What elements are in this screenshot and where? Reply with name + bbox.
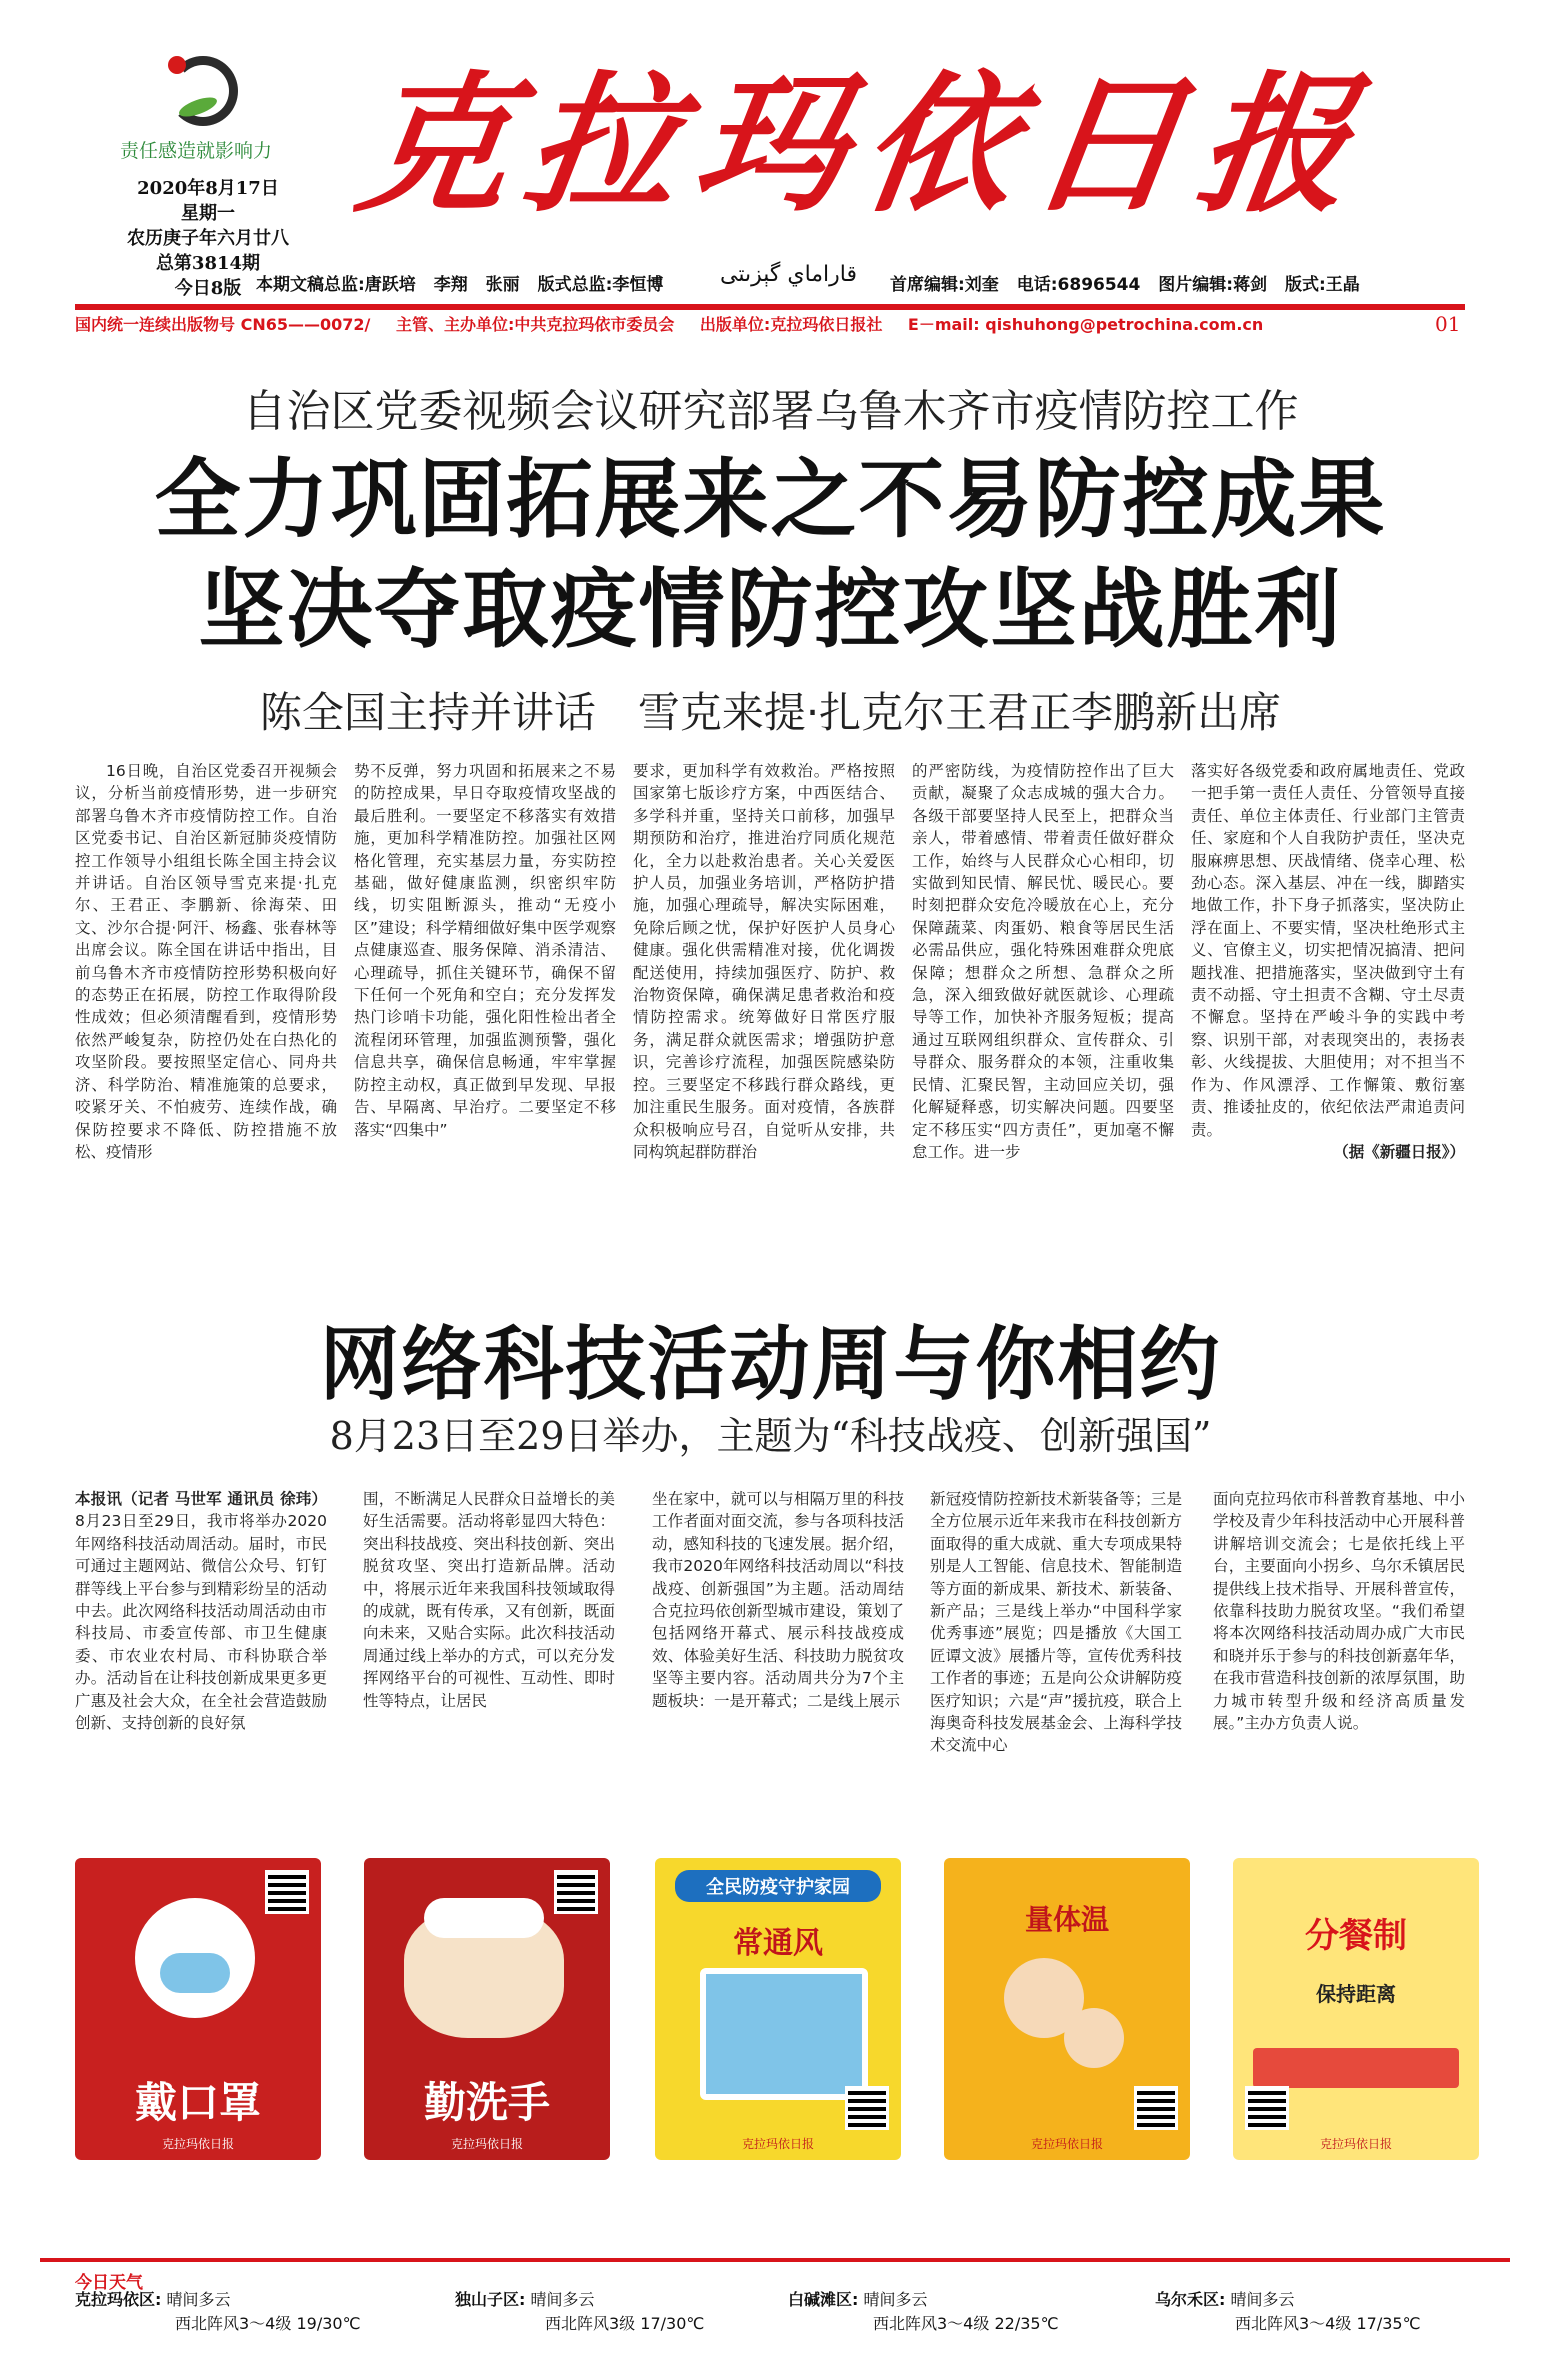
article1-headline-1: 全力巩固拓展来之不易防控成果 bbox=[154, 450, 1387, 550]
weather-sky: 晴间多云 bbox=[1230, 2290, 1295, 2309]
qr-code-icon bbox=[554, 1870, 598, 1914]
soap-bubbles-icon bbox=[424, 1898, 544, 1938]
issue-number: 总第3814期 bbox=[155, 253, 261, 274]
weather-wind: 西北阵风3～4级 bbox=[1235, 2314, 1352, 2333]
sponsor: 主管、主办单位:中共克拉玛依市委员会 bbox=[395, 315, 675, 334]
poster-title: 分餐制 bbox=[1305, 1916, 1407, 1956]
editor-3: 张丽 bbox=[485, 275, 520, 295]
weather-item-dushanzi bbox=[455, 2288, 704, 2336]
poster-note: 克拉玛依日报 bbox=[161, 2137, 234, 2151]
email: E－mail: qishuhong@petrochina.com.cn bbox=[907, 315, 1264, 334]
article1-column-5: 落实好各级党委和政府属地责任、党政一把手第一责任人责任、分管领导直接责任、单位主体责任、行业部门主管责任、家庭和个人自我防护责任，坚决克服麻痹思想、厌战情绪、侥幸心理、松劲心态。深入基层、冲在一线，脚踏实地做工作，扑下身子抓落实，坚决防止浮在面上、不要实情，坚决杜绝形式主义、官僚主义，切实把情况搞清、把问题找准、把措施落实，坚决做到守土有责不动摇、守土担责不含糊、守土尽责不懈怠。坚持在严峻斗争的实践中考察、识别干部，对表现突出的，表扬表彰、火线提拔、大胆使用；对不担当不作为、作风漂浮、工作懈策、敷衍塞责、推诿扯皮的，依纪依法严肃追责问责。 （据《新疆日报》） bbox=[1191, 760, 1465, 1163]
poster-temperature bbox=[944, 1858, 1190, 2160]
slogan: 责任感造就影响力 bbox=[120, 140, 273, 162]
weather-temp: 19/30℃ bbox=[296, 2314, 361, 2333]
lunar-date: 农历庚子年六月廿八 bbox=[127, 228, 289, 249]
weather-area: 白碱滩区: bbox=[788, 2290, 859, 2309]
masthead-divider bbox=[75, 304, 1465, 310]
weather-wind: 西北阵风3～4级 bbox=[873, 2314, 990, 2333]
article1-kicker: 自治区党委视频会议研究部署乌鲁木齐市疫情防控工作 bbox=[242, 386, 1299, 437]
weather-item-karamay bbox=[75, 2288, 361, 2336]
qr-code-icon bbox=[1245, 2086, 1289, 2130]
weather-divider bbox=[40, 2258, 1510, 2262]
weather-temp: 17/30℃ bbox=[640, 2314, 705, 2333]
photo-editor: 图片编辑:蒋剑 bbox=[1158, 275, 1268, 295]
poster-title: 戴口罩 bbox=[134, 2078, 261, 2127]
window-icon bbox=[700, 1968, 868, 2100]
article2-subhead: 8月23日至29日举办，主题为“科技战疫、创新强国” bbox=[329, 1414, 1212, 1458]
poster-title: 量体温 bbox=[1024, 1903, 1109, 1936]
qr-code-icon bbox=[265, 1870, 309, 1914]
poster-handwash bbox=[364, 1858, 610, 2160]
child-figure-icon bbox=[1064, 2008, 1124, 2068]
article1-column-1: 16日晚，自治区党委召开视频会议，分析当前疫情形势，进一步研究部署乌鲁木齐市疫情防控工作。自治区党委书记、自治区新冠肺炎疫情防控工作领导小组组长陈全国主持会议并讲话。自治区领导雪克来提·扎克尔、王君正、李鹏新、徐海荣、田文、沙尔合提·阿汗、杨鑫、张春林等出席会议。陈全国在讲话中指出，目前乌鲁木齐市疫情防控形势积极向好的态势正在拓展，防控工作取得阶段性成效；但必须清醒看到，疫情形势依然严峻复杂，防控仍处在白热化的攻坚阶段。要按照坚定信心、同舟共济、科学防治、精准施策的总要求，咬紧牙关、不怕疲劳、连续作战，确保防控要求不降低、防控措施不放松、疫情形 bbox=[75, 762, 337, 1161]
publisher: 出版单位:克拉玛依日报社 bbox=[699, 315, 883, 334]
logo-dot-icon bbox=[168, 56, 186, 74]
article1-column-4: 的严密防线，为疫情防控作出了巨大贡献，凝聚了众志成城的强大合力。各级干部要坚持人民至上，把群众当亲人，带着感情、带着责任做好群众工作，始终与人民群众心心相印，切实做到知民情、解民忧、暖民心。要时刻把群众安危冷暖放在心上，充分保障蔬菜、肉蛋奶、粮食等居民生活必需品供应，强化特殊困难群众兜底保障；想群众之所想、急群众之所急，深入细致做好就医就诊、心理疏导等工作，加快补齐服务短板；提高通过互联网组织群众、宣传群众、引导群众、服务群众的本领，注重收集民情、汇聚民智，主动回应关切，强化解疑释惑，切实解决问题。四要坚定不移压实“四方责任”，更加毫不懈怠工作。进一步 bbox=[912, 762, 1174, 1161]
chief-editor: 首席编辑:刘奎 bbox=[890, 275, 999, 295]
newspaper-title: 克拉玛依日报 bbox=[347, 57, 1381, 233]
weather-sky: 晴间多云 bbox=[166, 2290, 231, 2309]
article2-column-5: 面向克拉玛依市科普教育基地、中小学校及青少年科技活动中心开展科普讲解培训交流会；七是依托线上平台，主要面向小拐乡、乌尔禾镇居民提供线上技术指导、开展科普宣传，依靠科技助力脱贫攻坚。“我们希望将本次网络科技活动周办成广大市民和晓并乐于参与的科技创新嘉年华，在我市营造科技创新的浓厚氛围，助力城市转型升级和经济高质量发展。”主办方负责人说。 bbox=[1213, 1490, 1465, 1733]
weather-sky: 晴间多云 bbox=[863, 2290, 928, 2309]
poster-note: 克拉玛依日报 bbox=[450, 2137, 523, 2151]
article1-column-3: 要求，更加科学有效救治。严格按照国家第七版诊疗方案，中西医结合、多学科并重，坚持关口前移，加强早期预防和治疗，推进治疗同质化规范化，全力以赴救治患者。关心关爱医护人员，加强业务培训，严格防护措施，加强心理疏导，解决实际困难，免除后顾之忧，保护好医护人员身心健康。强化供需精准对接，优化调拨配送使用，持续加强医疗、防护、救治物资保障，确保满足患者救治和疫情防控需求。统筹做好日常医疗服务，满足群众就医需求；增强防护意识，完善诊疗流程，加强医院感染防控。三要坚定不移践行群众路线，更加注重民生服务。面对疫情，各族群众积极响应号召，自觉听从安排，共同构筑起群防群治 bbox=[633, 762, 895, 1161]
article2-column-3: 坐在家中，就可以与相隔万里的科技工作者面对面交流，参与各项科技活动，感知科技的飞速发展。据介绍，我市2020年网络科技活动周以“科技战疫、创新强国”为主题。活动周结合克拉玛依创新型城市建设，策划了包括网络开幕式、展示科技战疫成效、体验美好生活、科技助力脱贫攻坚等主要内容。活动周共分为7个主题板块：一是开幕式；二是线上展示 bbox=[652, 1490, 904, 1710]
weather-title: 今日天气 bbox=[75, 2273, 143, 2293]
poster-banner: 全民防疫守护家园 bbox=[675, 1870, 881, 1902]
phone: 电话:6896544 bbox=[1016, 275, 1141, 295]
weekday: 星期一 bbox=[181, 203, 235, 224]
poster-title: 常通风 bbox=[733, 1926, 823, 1961]
poster-mask bbox=[75, 1858, 321, 2160]
poster-note: 克拉玛依日报 bbox=[1030, 2137, 1103, 2151]
poster-ventilate bbox=[655, 1858, 901, 2160]
weather-temp: 17/35℃ bbox=[1356, 2314, 1421, 2333]
weather-area: 独山子区: bbox=[455, 2290, 526, 2309]
weather-item-urho bbox=[1155, 2288, 1421, 2336]
qr-code-icon bbox=[845, 2086, 889, 2130]
article2-byline: 本报讯（记者 马世军 通讯员 徐玮） bbox=[75, 1490, 327, 1508]
poster-title: 勤洗手 bbox=[423, 2078, 550, 2127]
article1-headline-2: 坚决夺取疫情防控攻坚战胜利 bbox=[198, 560, 1343, 660]
layout-director: 版式总监:李恒博 bbox=[537, 275, 664, 295]
weather-temp: 22/35℃ bbox=[994, 2314, 1059, 2333]
poster-note: 克拉玛依日报 bbox=[1319, 2137, 1392, 2151]
editor-chief: 本期文稿总监:唐跃培 bbox=[256, 275, 416, 295]
uyghur-title: قاراماي گېزىتى bbox=[720, 262, 858, 287]
weather-area: 克拉玛依区: bbox=[75, 2290, 162, 2309]
article2-column-4: 新冠疫情防控新技术新装备等；三是全方位展示近年来我市在科技创新方面取得的重大成就、重大专项成果特别是人工智能、信息技术、智能制造等方面的新成果、新技术、新装备、新产品；三是线上举办“中国科学家优秀事迹”展览；四是播放《大国工匠谭文波》展播片等，宣传优秀科技工作者的事迹；五是向公众讲解防疫医疗知识；六是“声”援抗疫，联合上海奥奇科技发展基金会、上海科学技术交流中心 bbox=[930, 1490, 1182, 1755]
poster-note: 克拉玛依日报 bbox=[741, 2137, 814, 2151]
editors-line bbox=[256, 270, 675, 295]
weather-wind: 西北阵风3级 bbox=[545, 2314, 636, 2333]
article1-source: （据《新疆日报》） bbox=[1333, 1142, 1465, 1161]
issue-date: 2020年8月17日 bbox=[137, 178, 279, 199]
qr-code-icon bbox=[1134, 2086, 1178, 2130]
weather-sky: 晴间多云 bbox=[530, 2290, 595, 2309]
poster-separate-dining bbox=[1233, 1858, 1479, 2160]
page-count: 今日8版 bbox=[174, 278, 242, 299]
layout-editor: 版式:王晶 bbox=[1285, 275, 1360, 295]
weather-wind: 西北阵风3～4级 bbox=[175, 2314, 292, 2333]
weather-item-baijiantan bbox=[788, 2288, 1059, 2336]
dining-table-icon bbox=[1253, 2048, 1459, 2088]
editors-line-2 bbox=[890, 270, 1372, 295]
article1-column-2: 势不反弹，努力巩固和拓展来之不易的防控成果，早日夺取疫情攻坚战的最后胜利。一要坚定不移落实有效措施，更加科学精准防控。加强社区网格化管理，充实基层力量，夯实防控基础，做好健康监测，织密织牢防线，切实阻断源头，推动“无疫小区”建设；科学精细做好集中医学观察点健康巡查、服务保障、消杀清洁、心理疏导，抓住关键环节，确保不留下任何一个死角和空白；充分发挥发热门诊哨卡功能，强化阳性检出者全流程闭环管理，加强监测预警，强化信息共享，确保信息畅通，牢牢掌握防控主动权，真正做到早发现、早报告、早隔离、早治疗。二要坚定不移落实“四集中” bbox=[354, 762, 616, 1139]
face-mask-icon bbox=[160, 1953, 230, 1993]
poster-subtitle: 保持距离 bbox=[1316, 1982, 1396, 2006]
weather-area: 乌尔禾区: bbox=[1155, 2290, 1226, 2309]
article1-subhead: 陈全国主持并讲话 雪克来提·扎克尔王君正李鹏新出席 bbox=[259, 688, 1282, 737]
editor-2: 李翔 bbox=[433, 275, 468, 295]
serial-number: 国内统一连续出版物号 CN65——0072/ bbox=[75, 315, 371, 334]
publication-info bbox=[75, 312, 1465, 336]
article2-headline: 网络科技活动周与你相约 bbox=[319, 1318, 1222, 1411]
article2-column-1: 本报讯（记者 马世军 通讯员 徐玮）8月23日至29日，我市将举办2020年网络科技活动周活动。届时，市民可通过主题网站、微信公众号、钉钉群等线上平台参与到精彩纷呈的活动中去。此次网络科技活动周活动由市科技局、市委宣传部、市卫生健康委、市农业农村局、市科协联合举办。活动旨在让科技创新成果更多更广惠及社会大众，在全社会营造鼓励创新、支持创新的良好氛 bbox=[75, 1490, 327, 1733]
page-number: 01 bbox=[1435, 312, 1461, 336]
article2-column-2: 围，不断满足人民群众日益增长的美好生活需要。活动将彰显四大特色：突出科技战疫、突出科技创新、突出脱贫攻坚、突出打造新品牌。活动中，将展示近年来我国科技领域取得的成就，既有传承，又有创新，既面向未来，又贴合实际。此次科技活动周通过线上举办的方式，可以充分发挥网络平台的可视性、互动性、即时性等特点，让居民 bbox=[363, 1490, 615, 1710]
